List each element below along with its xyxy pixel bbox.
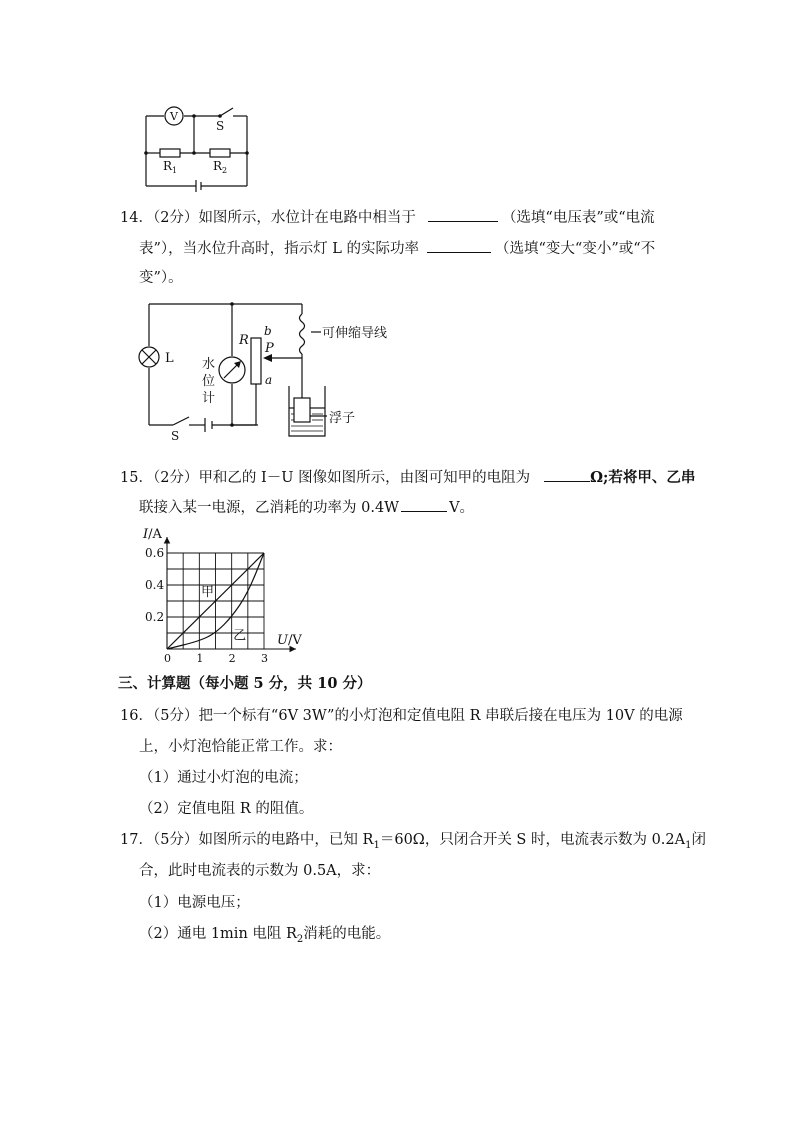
q16-sub2: （2）定值电阻 R 的阻值。	[139, 801, 314, 817]
q16-line2: 上，小灯泡恰能正常工作。求：	[139, 739, 342, 755]
x-tick-label: 0	[164, 652, 171, 665]
fig13-voltmeter-label: V	[170, 110, 178, 123]
y-tick-label: 0.2	[145, 610, 165, 624]
fig14-meter-char3: 计	[202, 391, 216, 406]
x-tick-label: 3	[261, 652, 268, 665]
q14-score: （2分）	[152, 210, 199, 226]
x-tick-label: 2	[228, 652, 236, 665]
q16-number: 16．	[120, 708, 153, 724]
series-label-jia: 甲	[200, 585, 214, 601]
q15-blank2[interactable]	[401, 497, 447, 512]
q17-line1: 17．（5分）如图所示的电路中，已知 $R_1=60\Omega$，只闭合开关 S 时，电流表示数为 $0.2A_1$闭	[120, 832, 706, 851]
q16-sub1: （1）通过小灯泡的电流；	[139, 770, 308, 786]
fig14-switch-label: S	[171, 429, 180, 443]
x-tick-label: 1	[196, 652, 204, 665]
y-axis-label: I/A	[143, 527, 162, 542]
q16-line1: 16．（5分）把一个标有“6V 3W”的小灯泡和定值电阻 R 串联后接在电压为 10V 的电源	[120, 708, 683, 724]
fig14-a-label: a	[265, 373, 273, 387]
q15-line2: 联接入某一电源，乙消耗的功率为 0.4W V。	[139, 497, 474, 518]
q14-number: 14．	[120, 210, 153, 226]
y-tick-label: 0.6	[145, 546, 165, 560]
q14-line2: 表”），当水位升高时，指示灯 L 的实际功率 （选填“变大“变小”或“不	[139, 238, 655, 259]
q14-blank1[interactable]	[428, 207, 498, 222]
fig14-float-label: 浮子	[329, 411, 356, 426]
fig14-circuit	[135, 296, 405, 444]
q17-score: （5分）	[152, 832, 199, 848]
fig14-r-label: R	[239, 333, 249, 348]
q15-blank1[interactable]	[544, 467, 590, 482]
fig14-meter-char2: 位	[202, 374, 216, 389]
fig13-switch-label: S	[216, 119, 225, 133]
fig14-wire-label: 可伸缩导线	[322, 326, 388, 341]
q15-iu-chart	[135, 523, 310, 669]
q15-score: （2分）	[152, 470, 199, 486]
q17-line2: 合，此时电流表的示数为 0.5A，求：	[139, 863, 381, 879]
q14-line3: 变”）。	[139, 270, 183, 286]
fig13-r1-label: $R_1$	[163, 159, 178, 175]
q17-sub2: （2）通电 1min 电阻 $R_2$消耗的电能。	[139, 926, 391, 945]
q17-number: 17．	[120, 832, 153, 848]
fig13-circuit	[130, 98, 260, 192]
q15-number: 15．	[120, 470, 153, 486]
fig14-meter-char1: 水	[202, 357, 216, 372]
q15-line1: 15．（2分）甲和乙的 I－U 图像如图所示，由图可知甲的电阻为 Ω;若将甲、乙串	[120, 469, 696, 486]
q17-sub1: （1）电源电压；	[139, 895, 250, 911]
fig14-lamp-label: L	[165, 351, 174, 366]
series-label-yi: 乙	[233, 628, 247, 644]
q16-score: （5分）	[152, 708, 199, 724]
y-tick-label: 0.4	[145, 578, 165, 592]
fig14-p-label: P	[265, 341, 274, 356]
x-axis-label: U/V	[277, 633, 302, 648]
section-3-title: 三、计算题（每小题 5 分，共 10 分）	[118, 675, 372, 692]
fig13-r2-label: $R_2$	[213, 159, 228, 175]
q14-line1: 14．（2分）如图所示，水位计在电路中相当于 （选填“电压表”或“电流	[120, 207, 655, 228]
fig14-b-label: b	[264, 324, 272, 338]
q14-blank2[interactable]	[427, 238, 491, 253]
